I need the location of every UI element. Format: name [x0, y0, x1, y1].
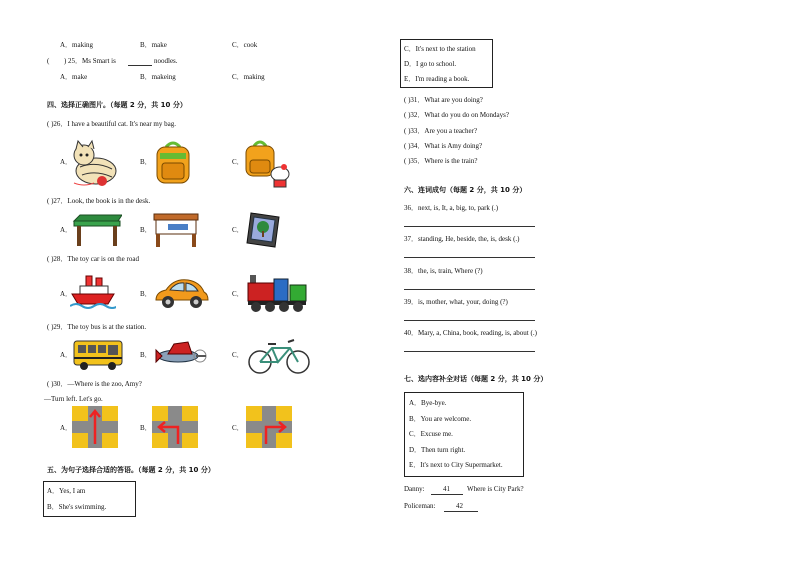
section5-answer-box — [43, 481, 136, 517]
q26-label-c: C． — [232, 158, 244, 166]
q40-answer-line[interactable] — [404, 351, 535, 352]
section5-title: 五、为句子选择合适的答语。（每题 2 分，共 10 分） — [47, 466, 215, 474]
q27-label-a: A． — [60, 226, 73, 234]
train-icon[interactable] — [246, 271, 308, 315]
ship-icon[interactable] — [70, 272, 116, 312]
q35-text: ( )35．Where is the train? — [404, 157, 478, 165]
box5-option-b: B．She's swimming. — [47, 503, 107, 511]
box7-option-c: C．Excuse me. — [409, 430, 453, 438]
section5-answer-box-continued — [400, 39, 493, 88]
q25-paren-close: ) — [64, 57, 67, 65]
q25-blank[interactable] — [128, 65, 152, 66]
section4-title: 四、选择正确图片。（每题 2 分，共 10 分） — [47, 101, 187, 109]
q30-reply: —Turn left. Let's go. — [44, 395, 103, 403]
q30-text: ( )30．—Where is the zoo, Amy? — [47, 380, 142, 388]
bicycle-icon[interactable] — [246, 336, 312, 376]
dialog-speaker-policeman: Policeman: — [404, 502, 436, 510]
turn-left-map-icon[interactable] — [152, 406, 198, 448]
q28-label-c: C． — [232, 290, 244, 298]
dialog-line-41-text: Where is City Park? — [467, 485, 524, 493]
q39-words: 39．is, mother, what, your, doing (?) — [404, 298, 508, 306]
backpack-icon[interactable] — [152, 139, 194, 187]
q25-text-a: Ms Smart is — [82, 57, 116, 65]
go-straight-map-icon[interactable] — [72, 406, 118, 448]
backpack-and-kitty-icon[interactable] — [244, 138, 292, 188]
q25-option-a: A．make — [60, 73, 88, 81]
box7-option-e: E．It's next to City Supermarket. — [409, 461, 503, 469]
q26-text: ( )26．I have a beautiful cat. It's near my bag. — [47, 120, 176, 128]
q33-text: ( )33．Are you a teacher? — [404, 127, 478, 135]
q36-words: 36．next, is, It, a, big, to, park (.) — [404, 204, 499, 212]
q28-text: ( )28．The toy car is on the road — [47, 255, 139, 263]
q30-label-a: A． — [60, 424, 73, 432]
q27-label-b: B． — [140, 226, 152, 234]
dialog-blank-41-number: 41 — [443, 485, 450, 493]
q25-text-b: noodles. — [154, 57, 178, 65]
dialog-blank-41[interactable] — [431, 494, 463, 495]
q25-paren-open: ( — [47, 57, 50, 65]
turn-right-map-icon[interactable] — [246, 406, 292, 448]
school-bus-icon[interactable] — [72, 339, 124, 371]
q30-label-c: C． — [232, 424, 244, 432]
q30-label-b: B． — [140, 424, 152, 432]
dialog-blank-42[interactable] — [444, 511, 478, 512]
q40-words: 40．Mary, a, China, book, reading, is, about (.) — [404, 329, 537, 337]
box7-option-d: D．Then turn right. — [409, 446, 466, 454]
box-top-option-e: E．I'm reading a book. — [404, 75, 470, 83]
q25-option-b: B．makeing — [140, 73, 176, 81]
q24-option-a: A．making — [60, 41, 94, 49]
q37-answer-line[interactable] — [404, 257, 535, 258]
q27-text: ( )27．Look, the book is in the desk. — [47, 197, 151, 205]
cat-icon[interactable] — [68, 137, 120, 189]
q28-label-b: B． — [140, 290, 152, 298]
book-in-desk-icon[interactable] — [152, 212, 200, 248]
q34-text: ( )34．What is Amy doing? — [404, 142, 483, 150]
q31-text: ( )31．What are you doing? — [404, 96, 483, 104]
book-icon[interactable] — [245, 211, 283, 249]
q37-words: 37．standing, He, beside, the, is, desk (.) — [404, 235, 520, 243]
airplane-icon[interactable] — [152, 340, 208, 370]
box5-option-a: A．Yes, I am — [47, 487, 86, 495]
car-icon[interactable] — [152, 274, 210, 312]
q27-label-c: C． — [232, 226, 244, 234]
section7-title: 七、选内容补全对话（每题 2 分，共 10 分） — [404, 375, 548, 383]
q38-answer-line[interactable] — [404, 289, 535, 290]
section7-answer-box — [404, 392, 524, 477]
q25-option-c: C．making — [232, 73, 265, 81]
q36-answer-line[interactable] — [404, 226, 535, 227]
q29-label-b: B． — [140, 351, 152, 359]
dialog-blank-42-number: 42 — [456, 502, 463, 510]
q24-option-b: B．make — [140, 41, 167, 49]
q26-label-a: A． — [60, 158, 73, 166]
q38-words: 38．the, is, train, Where (?) — [404, 267, 483, 275]
q32-text: ( )32．What do you do on Mondays? — [404, 111, 509, 119]
box-top-option-d: D．I go to school. — [404, 60, 457, 68]
q29-text: ( )29．The toy bus is at the station. — [47, 323, 147, 331]
desk-icon[interactable] — [72, 213, 122, 247]
q24-option-c: C．cook — [232, 41, 258, 49]
q29-label-a: A． — [60, 351, 73, 359]
section6-title: 六、连词成句（每题 2 分，共 10 分） — [404, 186, 527, 194]
box7-option-a: A．Bye-bye. — [409, 399, 447, 407]
q39-answer-line[interactable] — [404, 320, 535, 321]
q26-label-b: B． — [140, 158, 152, 166]
box-top-option-c: C．It's next to the station — [404, 45, 476, 53]
q25-number: 25． — [68, 57, 82, 65]
q28-label-a: A． — [60, 290, 73, 298]
q29-label-c: C． — [232, 351, 244, 359]
dialog-speaker-danny: Danny: — [404, 485, 425, 493]
box7-option-b: B．You are welcome. — [409, 415, 472, 423]
